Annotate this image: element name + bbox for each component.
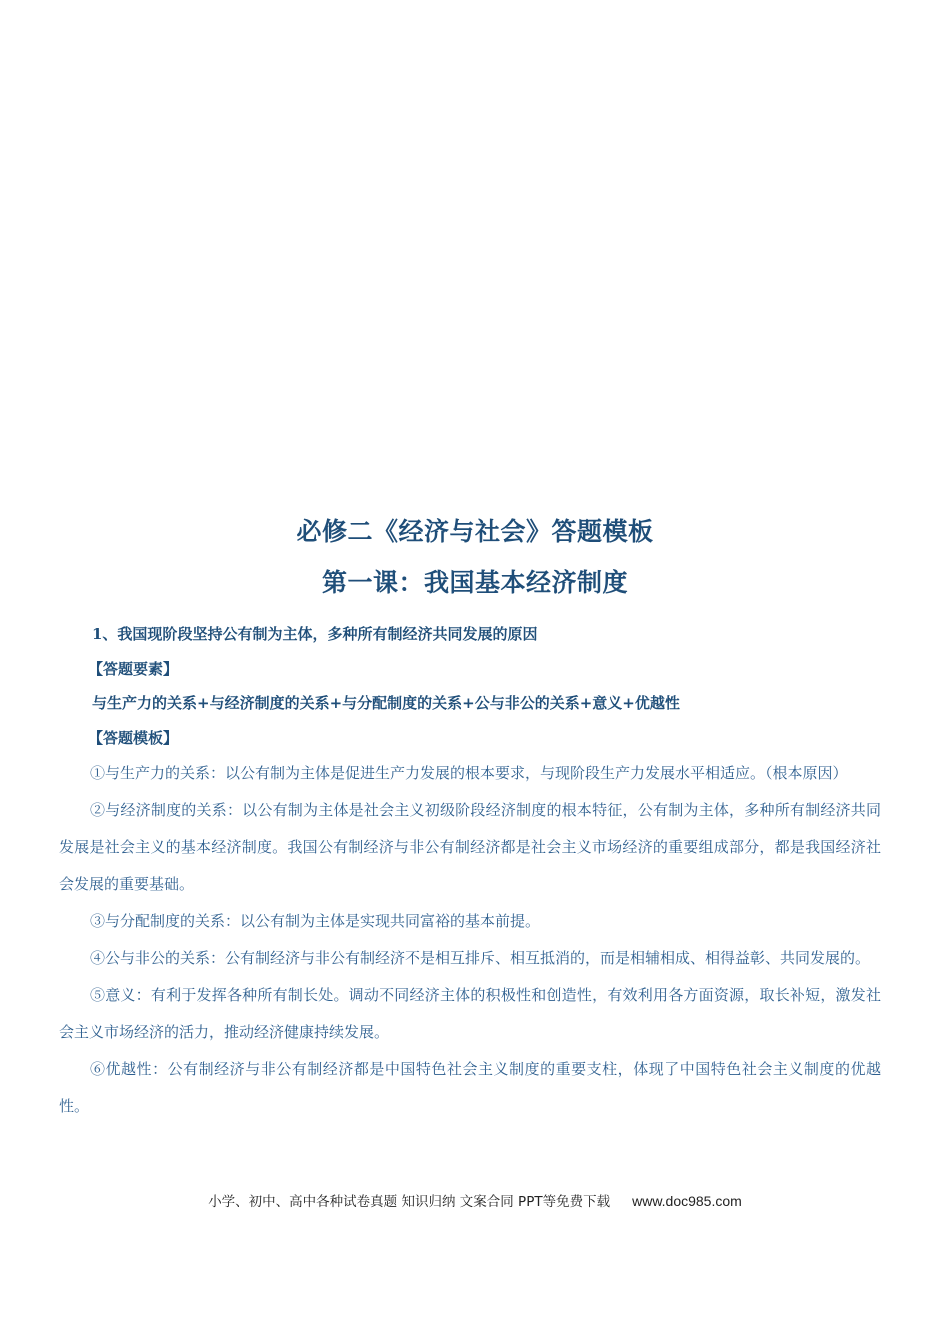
document-content (59, 617, 881, 1125)
answer-paragraph-6: ⑥优越性：公有制经济与非公有制经济都是中国特色社会主义制度的重要支柱，体现了中国特色社会主义制度的优越性。 (59, 1060, 881, 1115)
answer-paragraph-2: ②与经济制度的关系：以公有制为主体是社会主义初级阶段经济制度的根本特征，公有制为主体，多种所有制经济共同发展是社会主义的基本经济制度。我国公有制经济与非公有制经济都是社会主义市场经济的重要组成部分，都是我国经济社会发展的重要基础。 (59, 801, 881, 893)
page-footer (0, 1190, 950, 1210)
document-title: 必修二《经济与社会》答题模板 (296, 517, 654, 546)
answer-paragraph-5: ⑤意义：有利于发挥各种所有制长处。调动不同经济主体的积极性和创造性，有效利用各方面资源，取长补短，激发社会主义市场经济的活力，推动经济健康持续发展。 (59, 986, 881, 1041)
footer-text: 小学、初中、高中各种试卷真题 知识归纳 文案合同 PPT等免费下载 (208, 1194, 611, 1210)
answer-paragraph-3: ③与分配制度的关系：以公有制为主体是实现共同富裕的基本前提。 (90, 912, 541, 930)
elements-text: 与生产力的关系+与经济制度的关系+与分配制度的关系+公与非公的关系+意义+优越性 (92, 694, 680, 712)
answer-paragraph-1: ①与生产力的关系：以公有制为主体是促进生产力发展的根本要求，与现阶段生产力发展水平相适应。（根本原因） (90, 764, 848, 782)
question-heading: 1、我国现阶段坚持公有制为主体，多种所有制经济共同发展的原因 (92, 625, 538, 643)
answer-paragraph-4: ④公与非公的关系：公有制经济与非公有制经济不是相互排斥、相互抵消的，而是相辅相成、相得益彰、共同发展的。 (90, 949, 871, 967)
footer-url-link[interactable]: www.doc985.com (632, 1193, 742, 1209)
lesson-title: 第一课：我国基本经济制度 (321, 568, 628, 597)
template-label: 【答题模板】 (88, 729, 179, 747)
elements-label: 【答题要素】 (88, 660, 179, 678)
